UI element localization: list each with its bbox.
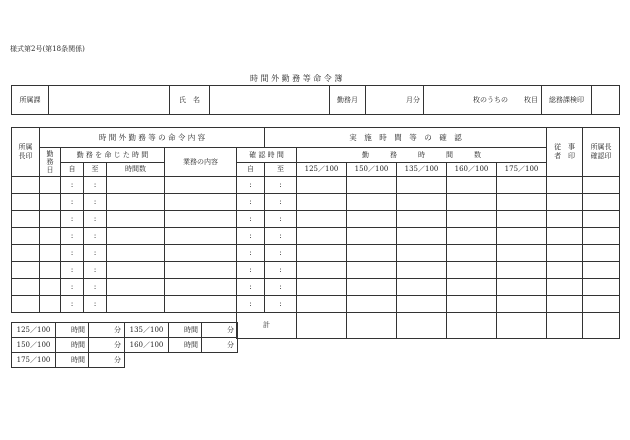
work-day-cell[interactable] <box>40 211 61 228</box>
chief-confirm-seal-cell[interactable] <box>583 245 620 262</box>
confirm-from-cell[interactable]: : <box>237 177 265 194</box>
chief-confirm-seal-cell[interactable] <box>583 211 620 228</box>
duty-hours-cell[interactable] <box>397 245 447 262</box>
sheet-unit: 枚目 <box>524 95 538 104</box>
duty-hours-cell[interactable] <box>447 194 497 211</box>
duty-hours-cell[interactable] <box>297 245 347 262</box>
confirm-to-cell[interactable]: : <box>265 228 297 245</box>
general-affairs-label: 総務課検印 <box>542 86 592 115</box>
total-worker-seal-cell[interactable] <box>547 313 583 339</box>
hours-count-cell[interactable] <box>107 296 165 313</box>
chief-seal-header: 所属 長印 <box>12 128 40 177</box>
duty-hours-cell[interactable] <box>497 279 547 296</box>
form-title: 時 間 外 勤 務 等 命 令 簿 <box>250 74 343 83</box>
task-content-cell[interactable] <box>165 245 237 262</box>
duty-hours-cell[interactable] <box>497 228 547 245</box>
confirm-from-cell[interactable]: : <box>237 279 265 296</box>
work-day-cell[interactable] <box>40 194 61 211</box>
worker-seal-cell[interactable] <box>547 177 583 194</box>
hours-count-header: 時間数 <box>107 163 165 177</box>
summary-hours-field[interactable] <box>56 338 89 353</box>
name-label: 氏 名 <box>170 86 210 115</box>
chief-seal-cell[interactable] <box>12 245 40 262</box>
summary-hours-field[interactable] <box>56 353 89 368</box>
chief-confirm-seal-cell[interactable] <box>583 228 620 245</box>
month-unit: 月分 <box>406 95 420 104</box>
duty-hours-cell[interactable] <box>297 211 347 228</box>
ordered-from-cell[interactable]: : <box>61 262 84 279</box>
chief-seal-cell[interactable] <box>12 194 40 211</box>
hours-count-cell[interactable] <box>107 262 165 279</box>
rate-header: 160／100 <box>447 163 497 177</box>
ordered-to-cell[interactable]: : <box>84 177 107 194</box>
total-hours-cell[interactable] <box>447 313 497 339</box>
rate-header: 150／100 <box>347 163 397 177</box>
summary-table <box>11 322 238 368</box>
chief-seal-cell[interactable] <box>12 228 40 245</box>
chief-seal-cell[interactable] <box>12 211 40 228</box>
duty-hours-cell[interactable] <box>397 228 447 245</box>
ordered-to-cell[interactable]: : <box>84 296 107 313</box>
confirm-from-cell[interactable]: : <box>237 228 265 245</box>
task-content-cell[interactable] <box>165 279 237 296</box>
duty-hours-cell[interactable] <box>447 211 497 228</box>
summary-minutes-field[interactable] <box>89 323 125 338</box>
duty-hours-cell[interactable] <box>297 177 347 194</box>
duty-hours-cell[interactable] <box>347 228 397 245</box>
duty-hours-cell[interactable] <box>497 177 547 194</box>
hours-count-cell[interactable] <box>107 279 165 296</box>
confirm-to-cell[interactable]: : <box>265 279 297 296</box>
ordered-hours-header: 勤 務 を 命 じ た 時 間 <box>61 148 165 163</box>
table-row <box>12 279 620 296</box>
summary-hours-field[interactable] <box>169 338 202 353</box>
main-table <box>11 127 620 339</box>
summary-rate: 175／100 <box>12 353 56 368</box>
month-field[interactable] <box>366 86 424 115</box>
sheet-count-label: 枚のうちの <box>473 95 508 104</box>
duty-hours-cell[interactable] <box>347 279 397 296</box>
worker-seal-cell[interactable] <box>547 279 583 296</box>
duty-hours-cell[interactable] <box>447 262 497 279</box>
duty-hours-cell[interactable] <box>397 177 447 194</box>
task-content-cell[interactable] <box>165 296 237 313</box>
rate-header: 125／100 <box>297 163 347 177</box>
summary-rate: 150／100 <box>12 338 56 353</box>
duty-hours-cell[interactable] <box>297 228 347 245</box>
hours-unit: 時間 <box>71 355 85 364</box>
summary-hours-field[interactable] <box>56 323 89 338</box>
total-hours-cell[interactable] <box>497 313 547 339</box>
ordered-from-header: 自 <box>61 163 84 177</box>
task-content-cell[interactable] <box>165 262 237 279</box>
ordered-from-cell[interactable]: : <box>61 211 84 228</box>
work-month-label: 勤務月 <box>330 86 366 115</box>
ordered-to-cell[interactable]: : <box>84 228 107 245</box>
work-day-header: 勤 務 日 <box>40 148 61 177</box>
confirm-to-cell[interactable]: : <box>265 296 297 313</box>
table-row <box>12 262 620 279</box>
summary-hours-field[interactable] <box>169 323 202 338</box>
form-number: 様式第2号(第18条関係) <box>10 45 85 53</box>
hours-count-cell[interactable] <box>107 177 165 194</box>
hours-count-cell[interactable] <box>107 228 165 245</box>
confirm-to-cell[interactable]: : <box>265 177 297 194</box>
chief-confirm-seal-header: 所属長 確認印 <box>583 128 620 177</box>
duty-hours-cell[interactable] <box>347 194 397 211</box>
sheet-field[interactable] <box>424 86 542 115</box>
summary-minutes-field[interactable] <box>89 338 125 353</box>
table-row <box>12 177 620 194</box>
chief-seal-cell[interactable] <box>12 296 40 313</box>
duty-hours-cell[interactable] <box>447 296 497 313</box>
table-row <box>12 228 620 245</box>
summary-rate: 160／100 <box>125 338 169 353</box>
total-label: 計 <box>237 313 297 339</box>
actual-section-header: 実 施 時 間 等 の 確 認 <box>265 128 547 148</box>
summary-minutes-field[interactable] <box>202 338 238 353</box>
summary-minutes-field[interactable] <box>89 353 125 368</box>
duty-hours-cell[interactable] <box>497 296 547 313</box>
duty-hours-cell[interactable] <box>447 245 497 262</box>
ordered-from-cell[interactable]: : <box>61 228 84 245</box>
work-day-cell[interactable] <box>40 177 61 194</box>
table-row <box>12 296 620 313</box>
confirm-to-cell[interactable]: : <box>265 211 297 228</box>
duty-hours-cell[interactable] <box>397 211 447 228</box>
duty-hours-cell[interactable] <box>297 296 347 313</box>
duty-hours-cell[interactable] <box>347 211 397 228</box>
total-hours-cell[interactable] <box>297 313 347 339</box>
duty-hours-cell[interactable] <box>497 211 547 228</box>
chief-confirm-seal-cell[interactable] <box>583 194 620 211</box>
duty-hours-cell[interactable] <box>447 279 497 296</box>
ordered-from-cell[interactable]: : <box>61 194 84 211</box>
task-content-cell[interactable] <box>165 211 237 228</box>
worker-seal-cell[interactable] <box>547 194 583 211</box>
worker-seal-cell[interactable] <box>547 262 583 279</box>
duty-hours-cell[interactable] <box>497 194 547 211</box>
hours-count-cell[interactable] <box>107 211 165 228</box>
confirm-to-cell[interactable]: : <box>265 194 297 211</box>
hours-count-cell[interactable] <box>107 245 165 262</box>
ordered-to-cell[interactable]: : <box>84 262 107 279</box>
confirm-from-cell[interactable]: : <box>237 262 265 279</box>
confirm-to-cell[interactable]: : <box>265 262 297 279</box>
total-chief-seal-cell[interactable] <box>583 313 620 339</box>
duty-hours-cell[interactable] <box>497 245 547 262</box>
ordered-to-header: 至 <box>84 163 107 177</box>
table-row <box>12 194 620 211</box>
minutes-unit: 分 <box>114 325 121 334</box>
ordered-to-cell[interactable]: : <box>84 211 107 228</box>
duty-hours-cell[interactable] <box>347 245 397 262</box>
minutes-unit: 分 <box>227 340 234 349</box>
chief-confirm-seal-cell[interactable] <box>583 296 620 313</box>
task-content-cell[interactable] <box>165 177 237 194</box>
ordered-from-cell[interactable]: : <box>61 245 84 262</box>
minutes-unit: 分 <box>227 325 234 334</box>
name-field[interactable] <box>210 86 330 115</box>
rate-header: 175／100 <box>497 163 547 177</box>
duty-hours-cell[interactable] <box>297 279 347 296</box>
worker-seal-cell[interactable] <box>547 245 583 262</box>
minutes-unit: 分 <box>114 355 121 364</box>
order-section-header: 時 間 外 勤 務 等 の 命 令 内 容 <box>40 128 265 148</box>
duty-hours-cell[interactable] <box>397 194 447 211</box>
summary-rate: 125／100 <box>12 323 56 338</box>
ordered-to-cell[interactable]: : <box>84 279 107 296</box>
work-day-cell[interactable] <box>40 245 61 262</box>
hours-count-cell[interactable] <box>107 194 165 211</box>
worker-seal-cell[interactable] <box>547 296 583 313</box>
general-affairs-seal[interactable] <box>592 86 620 115</box>
task-content-cell[interactable] <box>165 228 237 245</box>
table-row <box>12 211 620 228</box>
total-hours-cell[interactable] <box>397 313 447 339</box>
hours-unit: 時間 <box>71 340 85 349</box>
hours-unit: 時間 <box>184 340 198 349</box>
chief-seal-cell[interactable] <box>12 177 40 194</box>
chief-seal-cell[interactable] <box>12 262 40 279</box>
task-content-header: 業務の内容 <box>165 148 237 177</box>
worker-seal-header: 従 事 者 印 <box>547 128 583 177</box>
chief-confirm-seal-cell[interactable] <box>583 279 620 296</box>
work-day-cell[interactable] <box>40 296 61 313</box>
duty-hours-cell[interactable] <box>397 262 447 279</box>
summary-minutes-field[interactable] <box>202 323 238 338</box>
duty-hours-cell[interactable] <box>297 194 347 211</box>
duty-hours-cell[interactable] <box>497 262 547 279</box>
ordered-from-cell[interactable]: : <box>61 177 84 194</box>
confirm-hours-header: 確 認 時 間 <box>237 148 297 163</box>
duty-hours-cell[interactable] <box>447 228 497 245</box>
duty-hours-cell[interactable] <box>347 177 397 194</box>
confirm-from-cell[interactable]: : <box>237 194 265 211</box>
work-day-cell[interactable] <box>40 228 61 245</box>
confirm-from-cell[interactable]: : <box>237 296 265 313</box>
worker-seal-cell[interactable] <box>547 211 583 228</box>
work-day-cell[interactable] <box>40 262 61 279</box>
duty-hours-cell[interactable] <box>447 177 497 194</box>
duty-hours-cell[interactable] <box>347 262 397 279</box>
duty-hours-cell[interactable] <box>297 262 347 279</box>
total-hours-cell[interactable] <box>347 313 397 339</box>
worker-seal-cell[interactable] <box>547 228 583 245</box>
confirm-to-header: 至 <box>265 163 297 177</box>
duty-hours-header: 勤 務 時 間 数 <box>297 148 547 163</box>
confirm-from-header: 自 <box>237 163 265 177</box>
minutes-unit: 分 <box>114 340 121 349</box>
duty-hours-cell[interactable] <box>347 296 397 313</box>
ordered-to-cell[interactable]: : <box>84 194 107 211</box>
department-label: 所属課 <box>12 86 49 115</box>
ordered-from-cell[interactable]: : <box>61 296 84 313</box>
confirm-to-cell[interactable]: : <box>265 245 297 262</box>
department-field[interactable] <box>49 86 170 115</box>
ordered-from-cell[interactable]: : <box>61 279 84 296</box>
duty-hours-cell[interactable] <box>397 296 447 313</box>
table-row <box>12 245 620 262</box>
header-table <box>11 85 620 115</box>
duty-hours-cell[interactable] <box>397 279 447 296</box>
hours-unit: 時間 <box>71 325 85 334</box>
confirm-from-cell[interactable]: : <box>237 211 265 228</box>
chief-seal-cell[interactable] <box>12 279 40 296</box>
confirm-from-cell[interactable]: : <box>237 245 265 262</box>
summary-rate: 135／100 <box>125 323 169 338</box>
rate-header: 135／100 <box>397 163 447 177</box>
hours-unit: 時間 <box>184 325 198 334</box>
chief-confirm-seal-cell[interactable] <box>583 177 620 194</box>
task-content-cell[interactable] <box>165 194 237 211</box>
work-day-cell[interactable] <box>40 279 61 296</box>
chief-confirm-seal-cell[interactable] <box>583 262 620 279</box>
ordered-to-cell[interactable]: : <box>84 245 107 262</box>
